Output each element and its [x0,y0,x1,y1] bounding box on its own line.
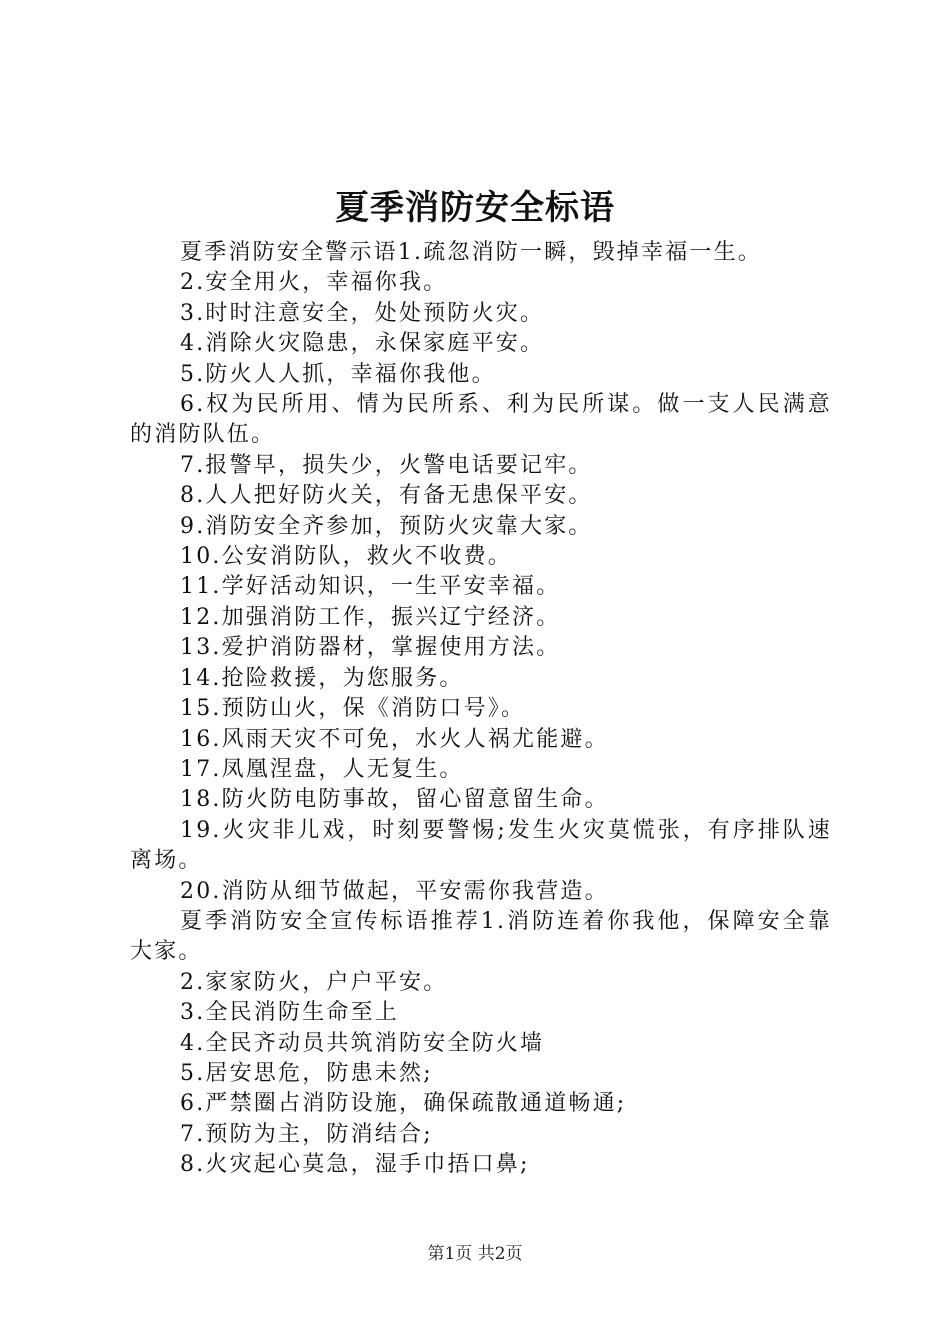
paragraph: 10.公安消防队，救火不收费。 [180,544,512,570]
paragraph: 8.人人把好防火关，有备无患保平安。 [180,483,593,509]
paragraph: 2.安全用火，幸福你我。 [180,270,448,296]
paragraph: 16.风雨天灾不可免，水火人祸尤能避。 [180,726,609,752]
paragraph: 5.居安思危，防患未然; [180,1060,433,1086]
page-number: 第1页 共2页 [427,1244,523,1264]
paragraph: 7.报警早，损失少，火警电话要记牢。 [180,452,593,478]
paragraph: 6.严禁圈占消防设施，确保疏散通道畅通; [180,1091,627,1117]
paragraph: 夏季消防安全宣传标语推荐1.消防连着你我他，保障安全靠大家。 [130,908,832,965]
paragraph: 14.抢险救援，为您服务。 [180,665,464,691]
paragraph: 3.全民消防生命至上 [180,1000,399,1026]
paragraph: 3.时时注意安全，处处预防火灾。 [180,300,545,326]
paragraph: 20.消防从细节做起，平安需你我营造。 [180,878,609,904]
paragraph: 11.学好活动知识，一生平安幸福。 [180,574,561,600]
paragraph: 4.消除火灾隐患，永保家庭平安。 [180,331,545,357]
paragraph: 9.消防安全齐参加，预防火灾靠大家。 [180,513,593,539]
paragraph: 8.火灾起心莫急，湿手巾捂口鼻; [180,1152,530,1178]
document-title: 夏季消防安全标语 [335,188,615,228]
paragraph: 6.权为民所用、情为民所系、利为民所谋。做一支人民满意的消防队伍。 [130,392,832,448]
paragraph: 5.防火人人抓，幸福你我他。 [180,361,496,387]
paragraph: 19.火灾非儿戏，时刻要警惕;发生火灾莫慌张，有序排队速离场。 [130,817,832,874]
paragraph: 12.加强消防工作，振兴辽宁经济。 [180,604,561,630]
paragraph: 13.爱护消防器材，掌握使用方法。 [180,635,561,661]
paragraph: 7.预防为主，防消结合; [180,1121,433,1147]
paragraph: 4.全民齐动员共筑消防安全防火墙 [180,1030,545,1056]
paragraph: 2.家家防火，户户平安。 [180,969,448,995]
paragraph: 15.预防山火，保《消防口号》。 [180,696,526,722]
paragraph: 夏季消防安全警示语1.疏忽消防一瞬，毁掉幸福一生。 [180,240,762,265]
document-body [130,238,832,1181]
page-footer [0,1242,950,1266]
paragraph: 18.防火防电防事故，留心留意留生命。 [180,787,609,813]
paragraph: 17.凤凰涅盘，人无复生。 [180,756,464,782]
